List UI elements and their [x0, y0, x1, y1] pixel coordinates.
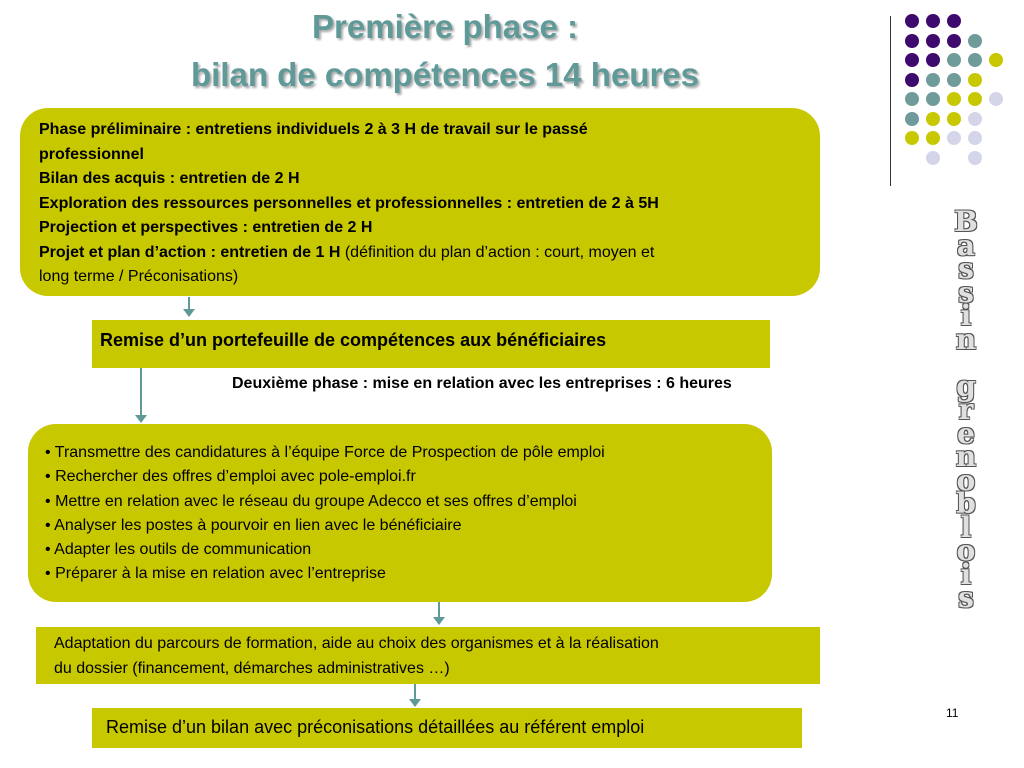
adaptation-box: [36, 627, 820, 684]
decorative-dot: [968, 53, 982, 67]
decorative-dot: [905, 53, 919, 67]
decorative-dot: [968, 131, 982, 145]
phase2-content-box: [28, 424, 772, 602]
arrow-down-icon: [135, 368, 147, 424]
vertical-letter: o: [956, 534, 976, 567]
phase1-line: professionnel: [39, 145, 144, 163]
decorative-dot: [947, 131, 961, 145]
vertical-letter: i: [960, 557, 972, 591]
decorative-dot: [968, 151, 982, 165]
decorative-dot: [905, 14, 919, 28]
list-item: • Analyser les postes à pourvoir en lien avec le bénéficiaire: [45, 516, 462, 534]
decorative-dot: [905, 73, 919, 87]
decorative-dot: [926, 14, 940, 28]
decorative-dot: [926, 131, 940, 145]
decorative-dot: [905, 92, 919, 106]
vertical-letter: n: [955, 322, 977, 356]
arrow-down-icon: [433, 602, 445, 626]
bilan-box: Remise d’un bilan avec préconisations détaillées au référent emploi: [92, 708, 802, 748]
adaptation-line2: du dossier (financement, démarches administratives …): [54, 659, 450, 677]
decorative-dot: [926, 73, 940, 87]
list-item: • Transmettre des candidatures à l’équipe Force de Prospection de pôle emploi: [45, 444, 605, 461]
phase1-line: Bilan des acquis : entretien de 2 H: [39, 170, 300, 187]
decorative-dot: [905, 34, 919, 48]
portfolio-box: Remise d’un portefeuille de compétences aux bénéficiaires: [92, 320, 770, 368]
list-item: • Préparer à la mise en relation avec l’entreprise: [45, 565, 386, 583]
list-item: • Adapter les outils de communication: [45, 541, 312, 559]
vertical-location-text: [930, 205, 1002, 614]
vertical-letter: g: [956, 369, 976, 403]
decorative-dot: [968, 73, 982, 87]
phase1-line: Projection et perspectives : entretien de 2 H: [39, 219, 373, 236]
decorative-dot: [926, 92, 940, 106]
arrow-down-icon: [183, 297, 195, 317]
decorative-divider-line: [890, 16, 891, 186]
decorative-dot: [989, 53, 1003, 67]
decorative-dot: [905, 112, 919, 126]
decorative-dot: [926, 53, 940, 67]
vertical-letter: s: [958, 252, 974, 285]
vertical-letter: e: [957, 416, 975, 450]
phase2-title: Deuxième phase : mise en relation avec les entreprises : 6 heures: [232, 375, 732, 392]
decorative-dot: [926, 151, 940, 165]
adaptation-line1: Adaptation du parcours de formation, aide au choix des organismes et à la réalisation: [54, 635, 659, 652]
decorative-dot: [968, 112, 982, 126]
vertical-letter: r: [958, 393, 974, 426]
slide-title-line1: Première phase :: [312, 8, 578, 45]
vertical-letter: s: [958, 275, 974, 309]
phase1-line: long terme / Préconisations): [39, 268, 239, 285]
vertical-letter: a: [956, 228, 976, 262]
arrow-down-icon: [409, 684, 421, 708]
vertical-letter: n: [955, 440, 977, 473]
slide-title-line2: bilan de compétences 14 heures: [190, 56, 700, 93]
vertical-letter: o: [956, 463, 976, 497]
decorative-dot: [947, 53, 961, 67]
phase1-line: Exploration des ressources personnelles et professionnelles : entretien de 2 à 5H: [39, 194, 659, 212]
decorative-dot: [968, 92, 982, 106]
decorative-dot: [926, 34, 940, 48]
decorative-dot: [947, 112, 961, 126]
list-item: • Rechercher des offres d’emploi avec pole-emploi.fr: [45, 468, 416, 486]
decorative-dot: [947, 14, 961, 28]
decorative-dot: [926, 112, 940, 126]
page-number: 11: [946, 706, 959, 720]
vertical-letter: i: [960, 299, 972, 332]
list-item: • Mettre en relation avec le réseau du groupe Adecco et ses offres d’emploi: [45, 492, 577, 510]
decorative-dot: [968, 34, 982, 48]
phase1-line: Phase préliminaire : entretiens individuels 2 à 3 H de travail sur le passé: [39, 121, 588, 138]
vertical-letter: s: [958, 581, 974, 614]
decorative-dot-grid: [905, 14, 1015, 174]
decorative-dot: [947, 92, 961, 106]
decorative-dot: [989, 92, 1003, 106]
phase1-content-box: [20, 108, 820, 296]
decorative-dot: [947, 73, 961, 87]
phase1-line: Projet et plan d’action : entretien de 1 H (définition du plan d’action : court, moyen et: [39, 243, 655, 261]
vertical-letter: B: [954, 205, 978, 238]
vertical-letter: b: [956, 487, 976, 520]
decorative-dot: [947, 34, 961, 48]
vertical-letter: l: [960, 510, 972, 544]
decorative-dot: [905, 131, 919, 145]
